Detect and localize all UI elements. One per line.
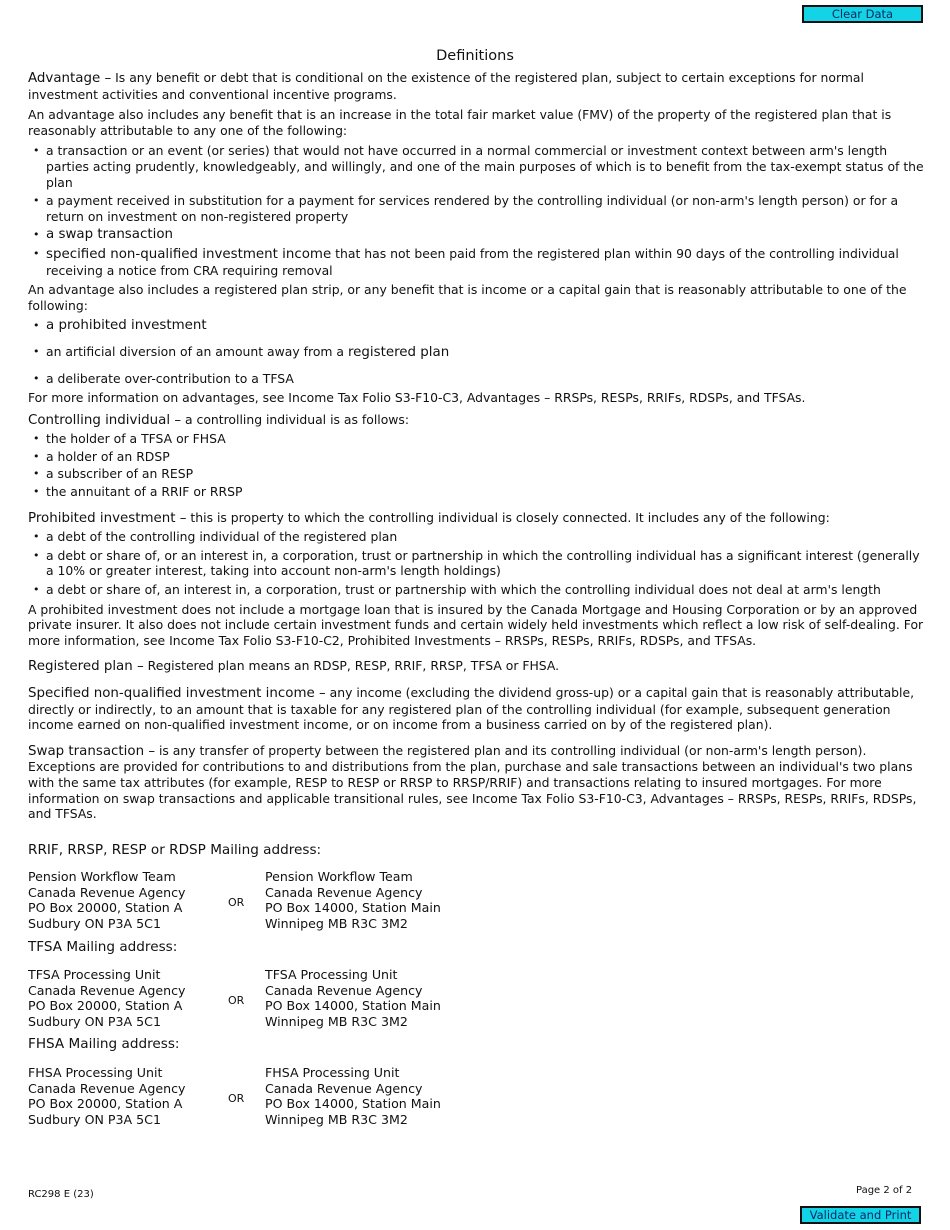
controlling-definition [28,412,926,429]
address-line: Sudbury ON P3A 5C1 [28,1111,161,1127]
form-identifier: RC298 E (23) [28,1189,94,1200]
advantage-text: Is any benefit or debt that is conditional on the existence of the registered plan, subject to certain exceptions for normal investment activities and conventional incentive programs. [28,70,864,102]
definitions-body [28,70,926,827]
list-item [28,246,926,278]
advantage-term: Advantage – [28,71,112,86]
or-label: OR [228,994,245,1007]
fhsa-address-right [265,1065,441,1127]
page-number: Page 2 of 2 [856,1185,913,1196]
list-item: • a debt of the controlling individual of the registered plan [28,529,926,545]
snqi-term: Specified non-qualified investment income – [28,686,326,701]
address-line: Canada Revenue Agency [28,982,186,998]
prohibited-definition [28,510,926,527]
advantage-list-1 [28,143,926,278]
or-label: OR [228,896,245,909]
address-line: PO Box 20000, Station A [28,1096,183,1112]
advantage-paragraph-2: An advantage also includes any benefit that is an increase in the total fair market value (FMV) of the property of the registered plan that is reasonably attributable to any one of the following: [28,107,892,138]
address-line: Winnipeg MB R3C 3M2 [265,915,408,931]
rrif-address-left [28,869,186,931]
address-line: Canada Revenue Agency [265,982,423,998]
swap-definition [28,743,926,822]
or-label: OR [228,1092,245,1105]
list-item: • a deliberate over-contribution to a TFSA [28,371,926,387]
advantage-more-info: For more information on advantages, see Income Tax Folio S3-F10-C3, Advantages – RRSPs, RESPs, RRIFs, RDSPs, and TFSAs. [28,390,806,406]
snqi-definition [28,685,926,733]
tfsa-mailing-header: TFSA Mailing address: [28,939,178,955]
address-line: Pension Workflow Team [28,869,176,884]
list-item: • a debt or share of, an interest in, a corporation, trust or partnership with which the controlling individual does not deal at arm's length [28,582,926,598]
clear-data-button[interactable]: Clear Data [802,5,923,23]
prohibited-list [28,529,926,597]
list-item: • a prohibited investment [28,318,926,334]
address-line: Canada Revenue Agency [265,1080,423,1096]
swap-term: Swap transaction – [28,743,156,759]
advantage-list-2 [28,318,926,386]
address-line: Canada Revenue Agency [28,1080,186,1096]
fhsa-mailing-header: FHSA Mailing address: [28,1036,180,1052]
list-item: • a payment received in substitution for a payment for services rendered by the controlling individual (or non-arm's length person) or for a return on investment on non-registered property [28,193,926,224]
address-line: PO Box 14000, Station Main [265,998,441,1014]
prohibited-text: this is property to which the controlling individual is closely connected. It includes any of the following: [186,509,830,525]
list-item: • a transaction or an event (or series) that would not have occurred in a normal commercial or investment context between arm's length parties acting prudently, knowledgeably, and willingly, and one of the main purposes of which is to benefit from the tax-exempt status of the plan [28,143,926,190]
swap-text: is any transfer of property between the registered plan and its controlling individual (or non-arm's length person). Exceptions are provided for contributions to and distributions from the plan, purchase and sale transactions between an individual's two plans with the same tax attributes (for example, RESP to RESP or RRSP to RRSP/RRIF) and transactions relating to insured mortgages. For more information on swap transactions and applicable transitional rules, see Income Tax Folio S3-F10-C3, Advantages – RRSPs, RESPs, RRIFs, RDSPs, and TFSAs. [28,742,917,822]
address-line: TFSA Processing Unit [28,967,161,982]
address-line: Canada Revenue Agency [28,884,186,900]
list-item: • the holder of a TFSA or FHSA [28,431,926,447]
address-line: Winnipeg MB R3C 3M2 [265,1013,408,1029]
address-line: Winnipeg MB R3C 3M2 [265,1111,408,1127]
address-line: PO Box 20000, Station A [28,900,183,916]
page-title: Definitions [436,48,514,64]
snqi-inline-text: that has not been paid from the registered plan within 90 days of the controlling individual receiving a notice from CRA requiring removal [46,245,899,278]
snqi-text: any income (excluding the dividend gross-up) or a capital gain that is reasonably attributable, directly or indirectly, to an amount that is taxable for any registered plan of the controlling individual (for example, subsequent generation income earned on non-qualified investment income, or on income from a business carried on by of the registered plan). [28,685,915,733]
controlling-list [28,431,926,499]
validate-print-button[interactable]: Validate and Print [800,1206,921,1224]
address-line: PO Box 14000, Station Main [265,900,441,916]
tfsa-address-left [28,967,186,1029]
address-line: Sudbury ON P3A 5C1 [28,1013,161,1029]
registered-text: Registered plan means an RDSP, RESP, RRIF, RRSP, TFSA or FHSA. [143,658,560,674]
address-line: Sudbury ON P3A 5C1 [28,915,161,931]
advantage-definition [28,70,926,102]
list-item: • a subscriber of an RESP [28,466,926,482]
prohibited-term: Prohibited investment – [28,510,187,526]
controlling-text: a controlling individual is as follows: [181,411,410,427]
address-line: Canada Revenue Agency [265,884,423,900]
list-item: • a swap transaction [28,227,926,243]
tfsa-address-right [265,967,441,1029]
address-line: TFSA Processing Unit [265,967,398,982]
list-item: • a debt or share of, or an interest in, a corporation, trust or partnership in which the controlling individual has a significant interest (generally a 10% or greater interest, taking into account non-arm's length holdings) [28,548,926,579]
address-line: Pension Workflow Team [265,869,413,884]
address-line: PO Box 20000, Station A [28,998,183,1014]
registered-definition [28,658,926,675]
snqi-inline-term: specified non-qualified investment income [46,246,332,262]
address-line: FHSA Processing Unit [28,1065,163,1080]
address-line: FHSA Processing Unit [265,1065,400,1080]
list-item: • the annuitant of a RRIF or RRSP [28,484,926,500]
prohibited-after: A prohibited investment does not include a mortgage loan that is insured by the Canada Mortgage and Housing Corporation or by an approved private insurer. It also does not include certain investment funds and certain widely held investments which reflect a low risk of self-dealing. For more information, see Income Tax Folio S3-F10-C2, Prohibited Investments – RRSPs, RESPs, RRIFs, RDSPs, and TFSAs. [28,601,924,648]
registered-term: Registered plan – [28,659,144,675]
rrif-mailing-header: RRIF, RRSP, RESP or RDSP Mailing address: [28,842,322,858]
list-item-emphasis: registered plan [347,344,450,360]
advantage-paragraph-3: An advantage also includes a registered plan strip, or any benefit that is income or a capital gain that is reasonably attributable to one of the following: [28,282,907,313]
controlling-term: Controlling individual – [28,412,182,428]
list-item [28,344,926,361]
rrif-address-right [265,869,441,931]
fhsa-address-left [28,1065,186,1127]
address-line: PO Box 14000, Station Main [265,1096,441,1112]
list-item: • a holder of an RDSP [28,449,926,465]
list-item-text: an artificial diversion of an amount away from a [46,343,348,359]
